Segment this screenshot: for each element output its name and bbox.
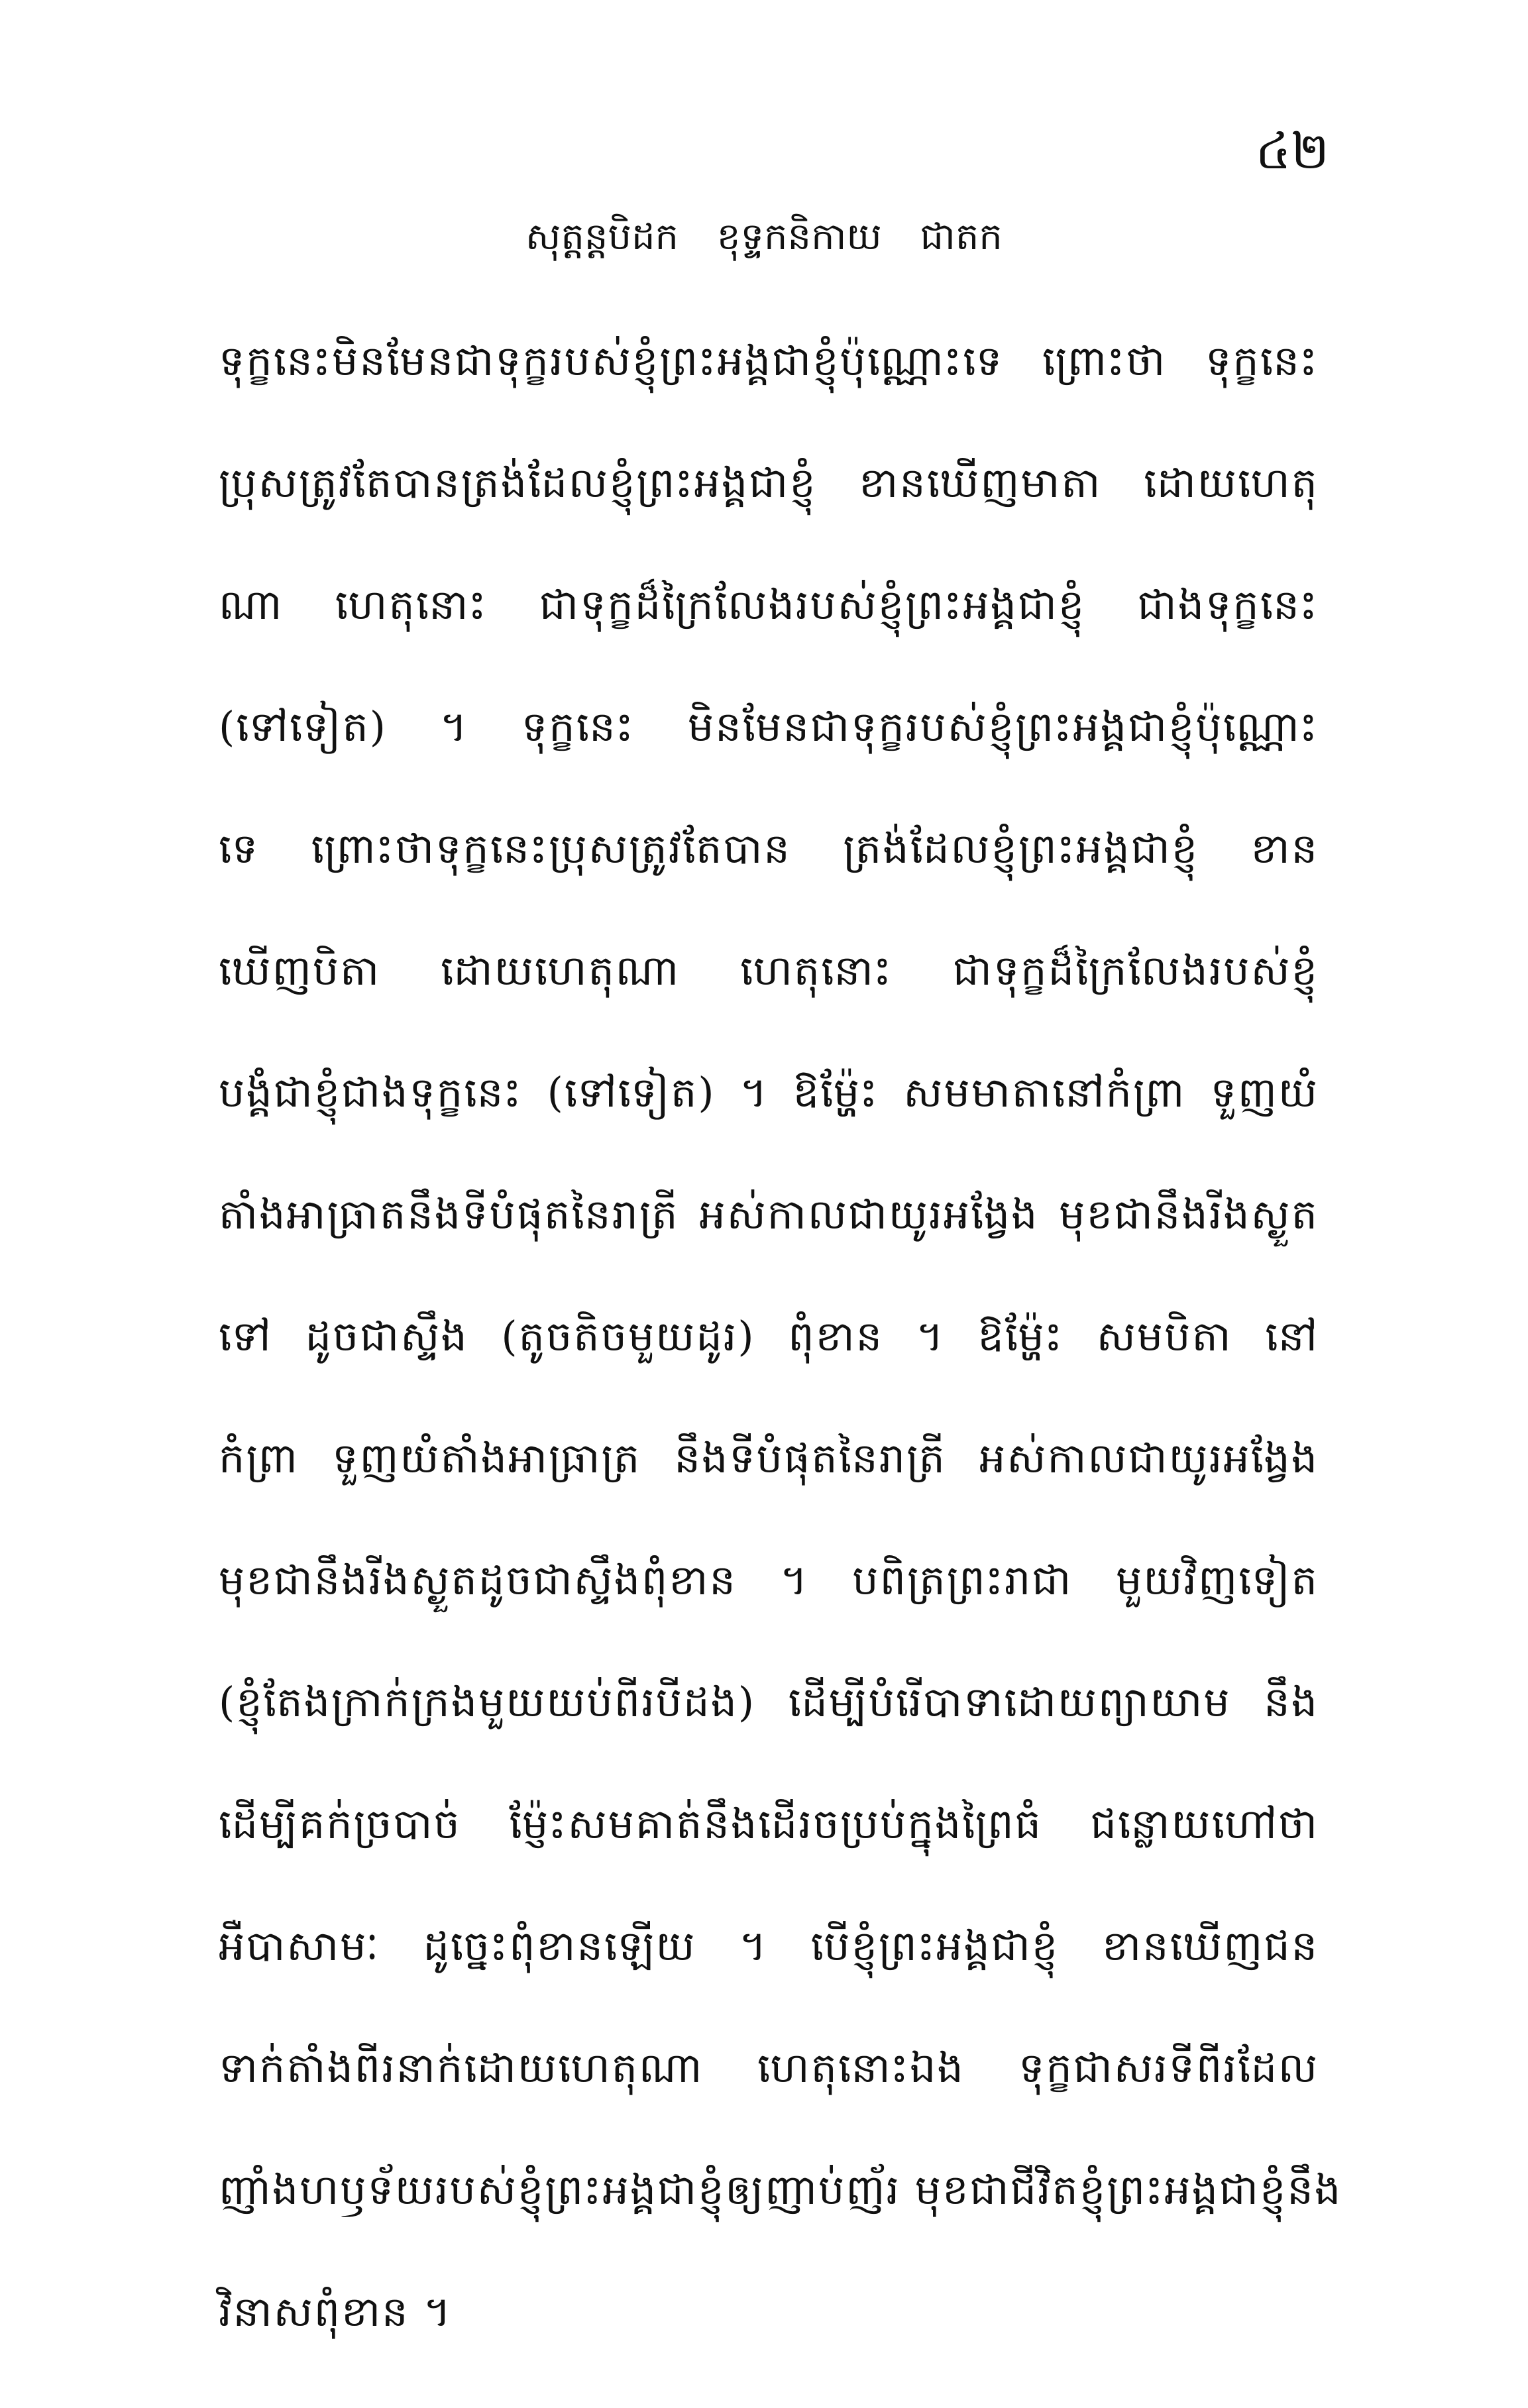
text-line: កំព្រា ទួញយំតាំងអាធ្រាត្រ នឹងទីបំផុតនៃរាត្រី អស់កាលជាយូរអង្វែង [219, 1434, 1319, 1482]
text-line: ទេ ព្រោះថាទុក្ខនេះប្រុសត្រូវតែបាន ត្រង់ដែលខ្ញុំព្រះអង្គជាខ្ញុំ ខាន [219, 824, 1319, 873]
text-line: អឺបាសាមៈ ដូច្នេះពុំខានឡើយ ។ បើខ្ញុំព្រះអង្គជាខ្ញុំ ខានឃើញជន [219, 1922, 1319, 1970]
text-line: ទៅ ដូចជាស្ទឹង (តូចតិចមួយដូរ) ពុំខាន ។ ឱម្ហ៉ែះ សមបិតា នៅ [219, 1312, 1319, 1360]
text-line: វិនាសពុំខាន ។ [219, 2287, 453, 2336]
text-line: ទុក្ខនេះមិនមែនជាទុក្ខរបស់ខ្ញុំព្រះអង្គជាខ្ញុំប៉ុណ្ណោះទេ ព្រោះថា ទុក្ខនេះ [219, 337, 1319, 385]
body-text [219, 311, 1342, 2384]
text-line: (ទៅទៀត) ។ ទុក្ខនេះ មិនមែនជាទុក្ខរបស់ខ្ញុំព្រះអង្គជាខ្ញុំប៉ុណ្ណោះ [219, 702, 1319, 751]
text-line: (ខ្ញុំតែងក្រាក់ក្រងមួយយប់ពីរបីដង) ដើម្បីបំរើបាទាដោយព្យាយាម នឹង [219, 1678, 1319, 1726]
text-line: ទាក់តាំងពីរនាក់ដោយហេតុណា ហេតុនោះឯង ទុក្ខជាសរទីពីរដែល [219, 2044, 1319, 2092]
text-line: តាំងអាធ្រាតនឹងទីបំផុតនៃរាត្រី អស់កាលជាយូរអង្វែង មុខជានឹងរីងស្ងួត [219, 1190, 1319, 1238]
page-number: ៤២ [1255, 121, 1329, 180]
running-header: សុត្តន្តបិដក ខុទ្ទកនិកាយ ជាតក [525, 215, 1003, 258]
text-line: បង្គំជាខ្ញុំជាងទុក្ខនេះ (ទៅទៀត) ។ ឱម្ហ៉ែះ សមមាតានៅកំព្រា ទួញយំ [219, 1068, 1319, 1117]
text-line: ប្រុសត្រូវតែបានត្រង់ដែលខ្ញុំព្រះអង្គជាខ្ញុំ ខានឃើញមាតា ដោយហេតុ [219, 459, 1319, 507]
text-line: ញាំងហឫទ័យរបស់ខ្ញុំព្រះអង្គជាខ្ញុំឲ្យញាប់ញ័រ មុខជាជីវិតខ្ញុំព្រះអង្គជាខ្ញុំនឹង [219, 2165, 1342, 2214]
text-line: មុខជានឹងរីងស្ងួតដូចជាស្ទឹងពុំខាន ។ បពិត្រព្រះរាជា មួយវិញទៀត [219, 1556, 1319, 1604]
text-line: ឃើញបិតា ដោយហេតុណា ហេតុនោះ ជាទុក្ខដ៏ក្រៃលែងរបស់ខ្ញុំ [219, 946, 1319, 995]
text-line: ណា ហេតុនោះ ជាទុក្ខដ៏ក្រៃលែងរបស់ខ្ញុំព្រះអង្គជាខ្ញុំ ជាងទុក្ខនេះ [219, 580, 1319, 629]
text-line: ដើម្បីគក់ច្របាច់ ម៉្ញែះសមគាត់នឹងដើរចប្រប់ក្នុងព្រៃធំ ជន្លោយហៅថា [219, 1800, 1319, 1848]
